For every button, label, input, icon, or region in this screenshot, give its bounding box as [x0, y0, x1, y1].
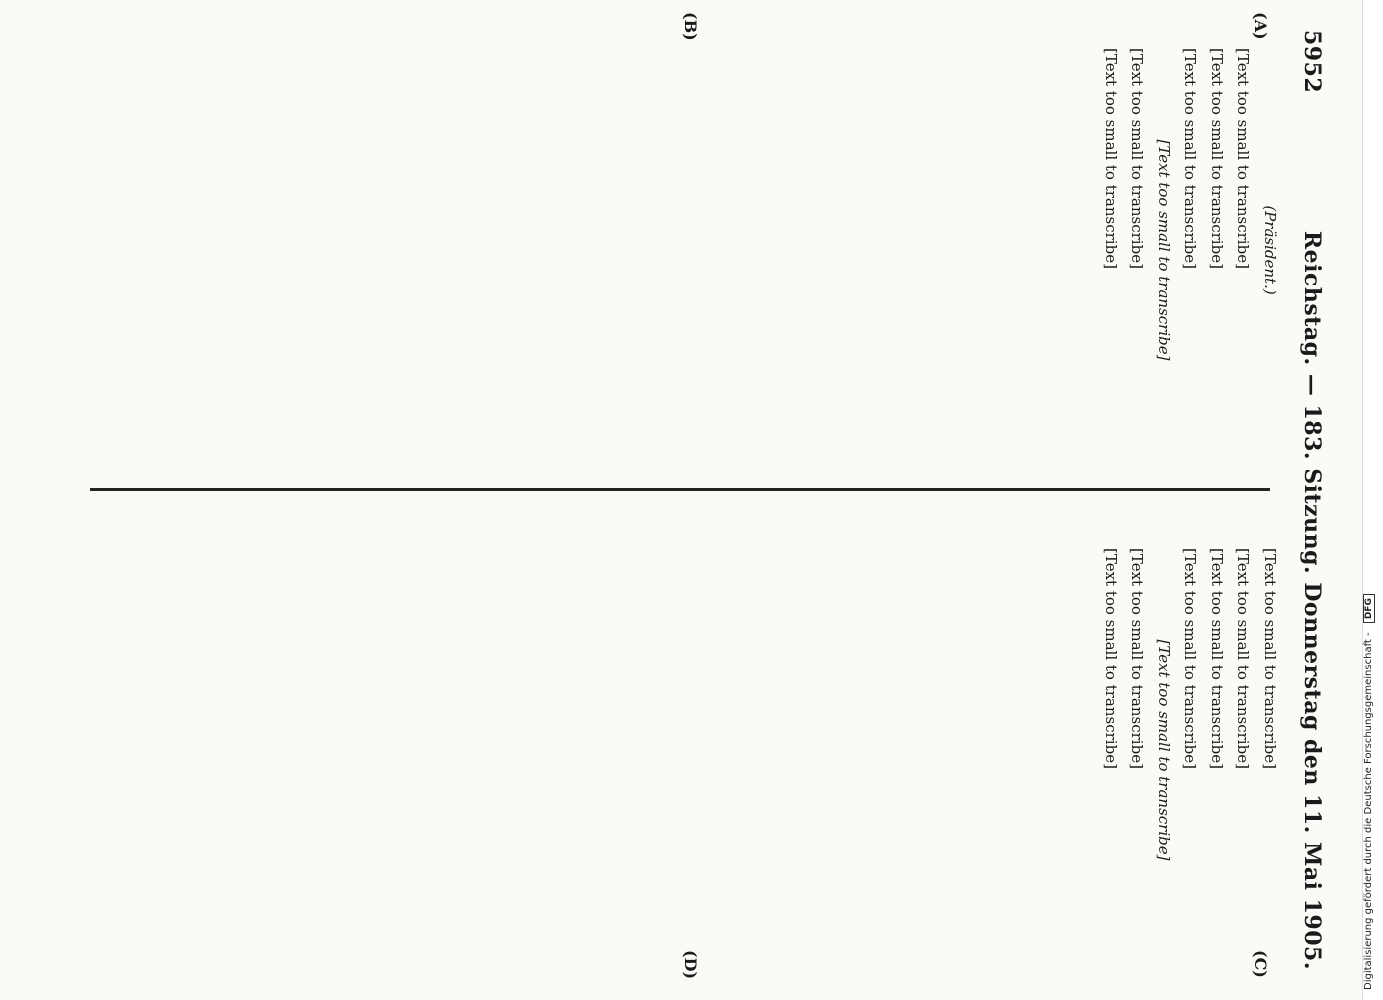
- left-paragraph: [Text too small to transcribe]: [1234, 48, 1253, 269]
- left-paragraph: [Text too small to transcribe]: [1102, 48, 1120, 269]
- right-paragraph: [Text too small to transcribe]: [1181, 548, 1200, 769]
- interjection: [Text too small to transcribe]: [1155, 139, 1173, 361]
- left-paragraph: [Text too small to transcribe]: [1208, 48, 1226, 269]
- page-header: [1298, 30, 1326, 970]
- interjection: [Text too small to transcribe]: [1155, 639, 1173, 861]
- right-column: [80, 530, 1280, 970]
- footer-credit: [1363, 10, 1381, 990]
- right-paragraph: [Text too small to transcribe]: [1102, 548, 1120, 769]
- right-paragraph: [Text too small to transcribe]: [1261, 548, 1279, 769]
- right-paragraph: [Text too small to transcribe]: [1128, 548, 1147, 769]
- margin-mark-b: (B): [681, 12, 700, 41]
- left-column: [80, 30, 1280, 470]
- right-paragraph: [Text too small to transcribe]: [1234, 548, 1253, 769]
- column-divider: [90, 488, 1270, 491]
- page-number: 5952: [1299, 30, 1325, 94]
- dfg-logo: DFG: [1363, 594, 1375, 623]
- right-paragraph: [Text too small to transcribe]: [1208, 548, 1226, 769]
- margin-mark-d: (D): [681, 950, 700, 980]
- session-title: Reichstag. — 183. Sitzung. Donnerstag den 11. Mai 1905.: [1299, 230, 1325, 970]
- credit-text: Digitalisierung gefördert durch die Deutsche Forschungsgemeinschaft -: [1363, 632, 1374, 990]
- footer-strip: [1362, 0, 1383, 1000]
- left-paragraph: [Text too small to transcribe]: [1128, 48, 1147, 269]
- left-paragraph: [Text too small to transcribe]: [1181, 48, 1200, 269]
- margin-mark-c: (C): [1251, 950, 1270, 978]
- margin-mark-a: (A): [1251, 12, 1270, 40]
- speaker-label: (Präsident.): [1261, 205, 1279, 295]
- scanned-page: [60, 10, 1340, 990]
